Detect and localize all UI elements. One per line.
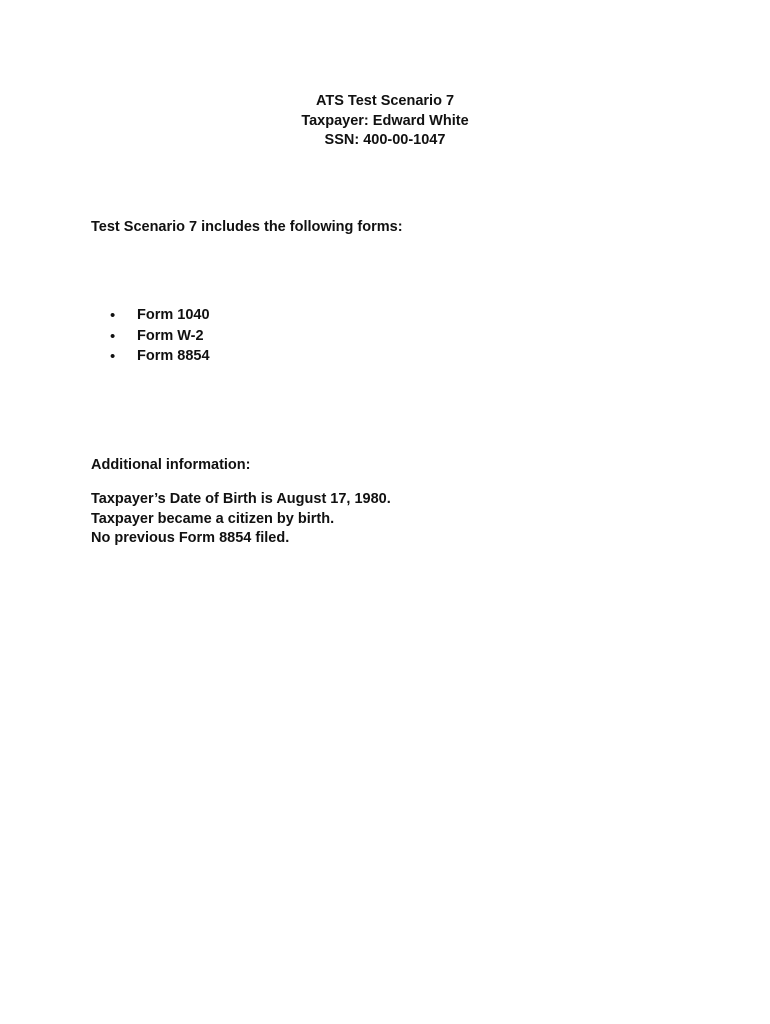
form-name: Form 1040 [137, 307, 210, 323]
previous-filing-line: No previous Form 8854 filed. [91, 530, 290, 546]
bullet-icon: • [110, 327, 116, 345]
scenario-title: ATS Test Scenario 7 [315, 93, 455, 109]
bullet-icon: • [110, 307, 116, 324]
additional-info-heading: Additional information: [91, 457, 251, 473]
taxpayer-ssn: SSN: 400-00-1047 [324, 132, 446, 148]
list-item [110, 347, 210, 368]
citizenship-line: Taxpayer became a citizen by birth. [91, 510, 335, 527]
form-name: Form 8854 [137, 348, 210, 364]
form-name: Form W-2 [137, 327, 204, 344]
document-header [0, 92, 770, 151]
birth-date-line: Taxpayer’s Date of Birth is August 17, 1980. [91, 491, 391, 507]
additional-info-details [91, 490, 391, 549]
taxpayer-name: Taxpayer: Edward White [301, 112, 469, 129]
list-item [110, 306, 210, 327]
forms-intro: Test Scenario 7 includes the following forms: [91, 219, 403, 235]
bullet-icon: • [110, 348, 116, 365]
forms-list [110, 306, 210, 368]
list-item [110, 327, 210, 348]
